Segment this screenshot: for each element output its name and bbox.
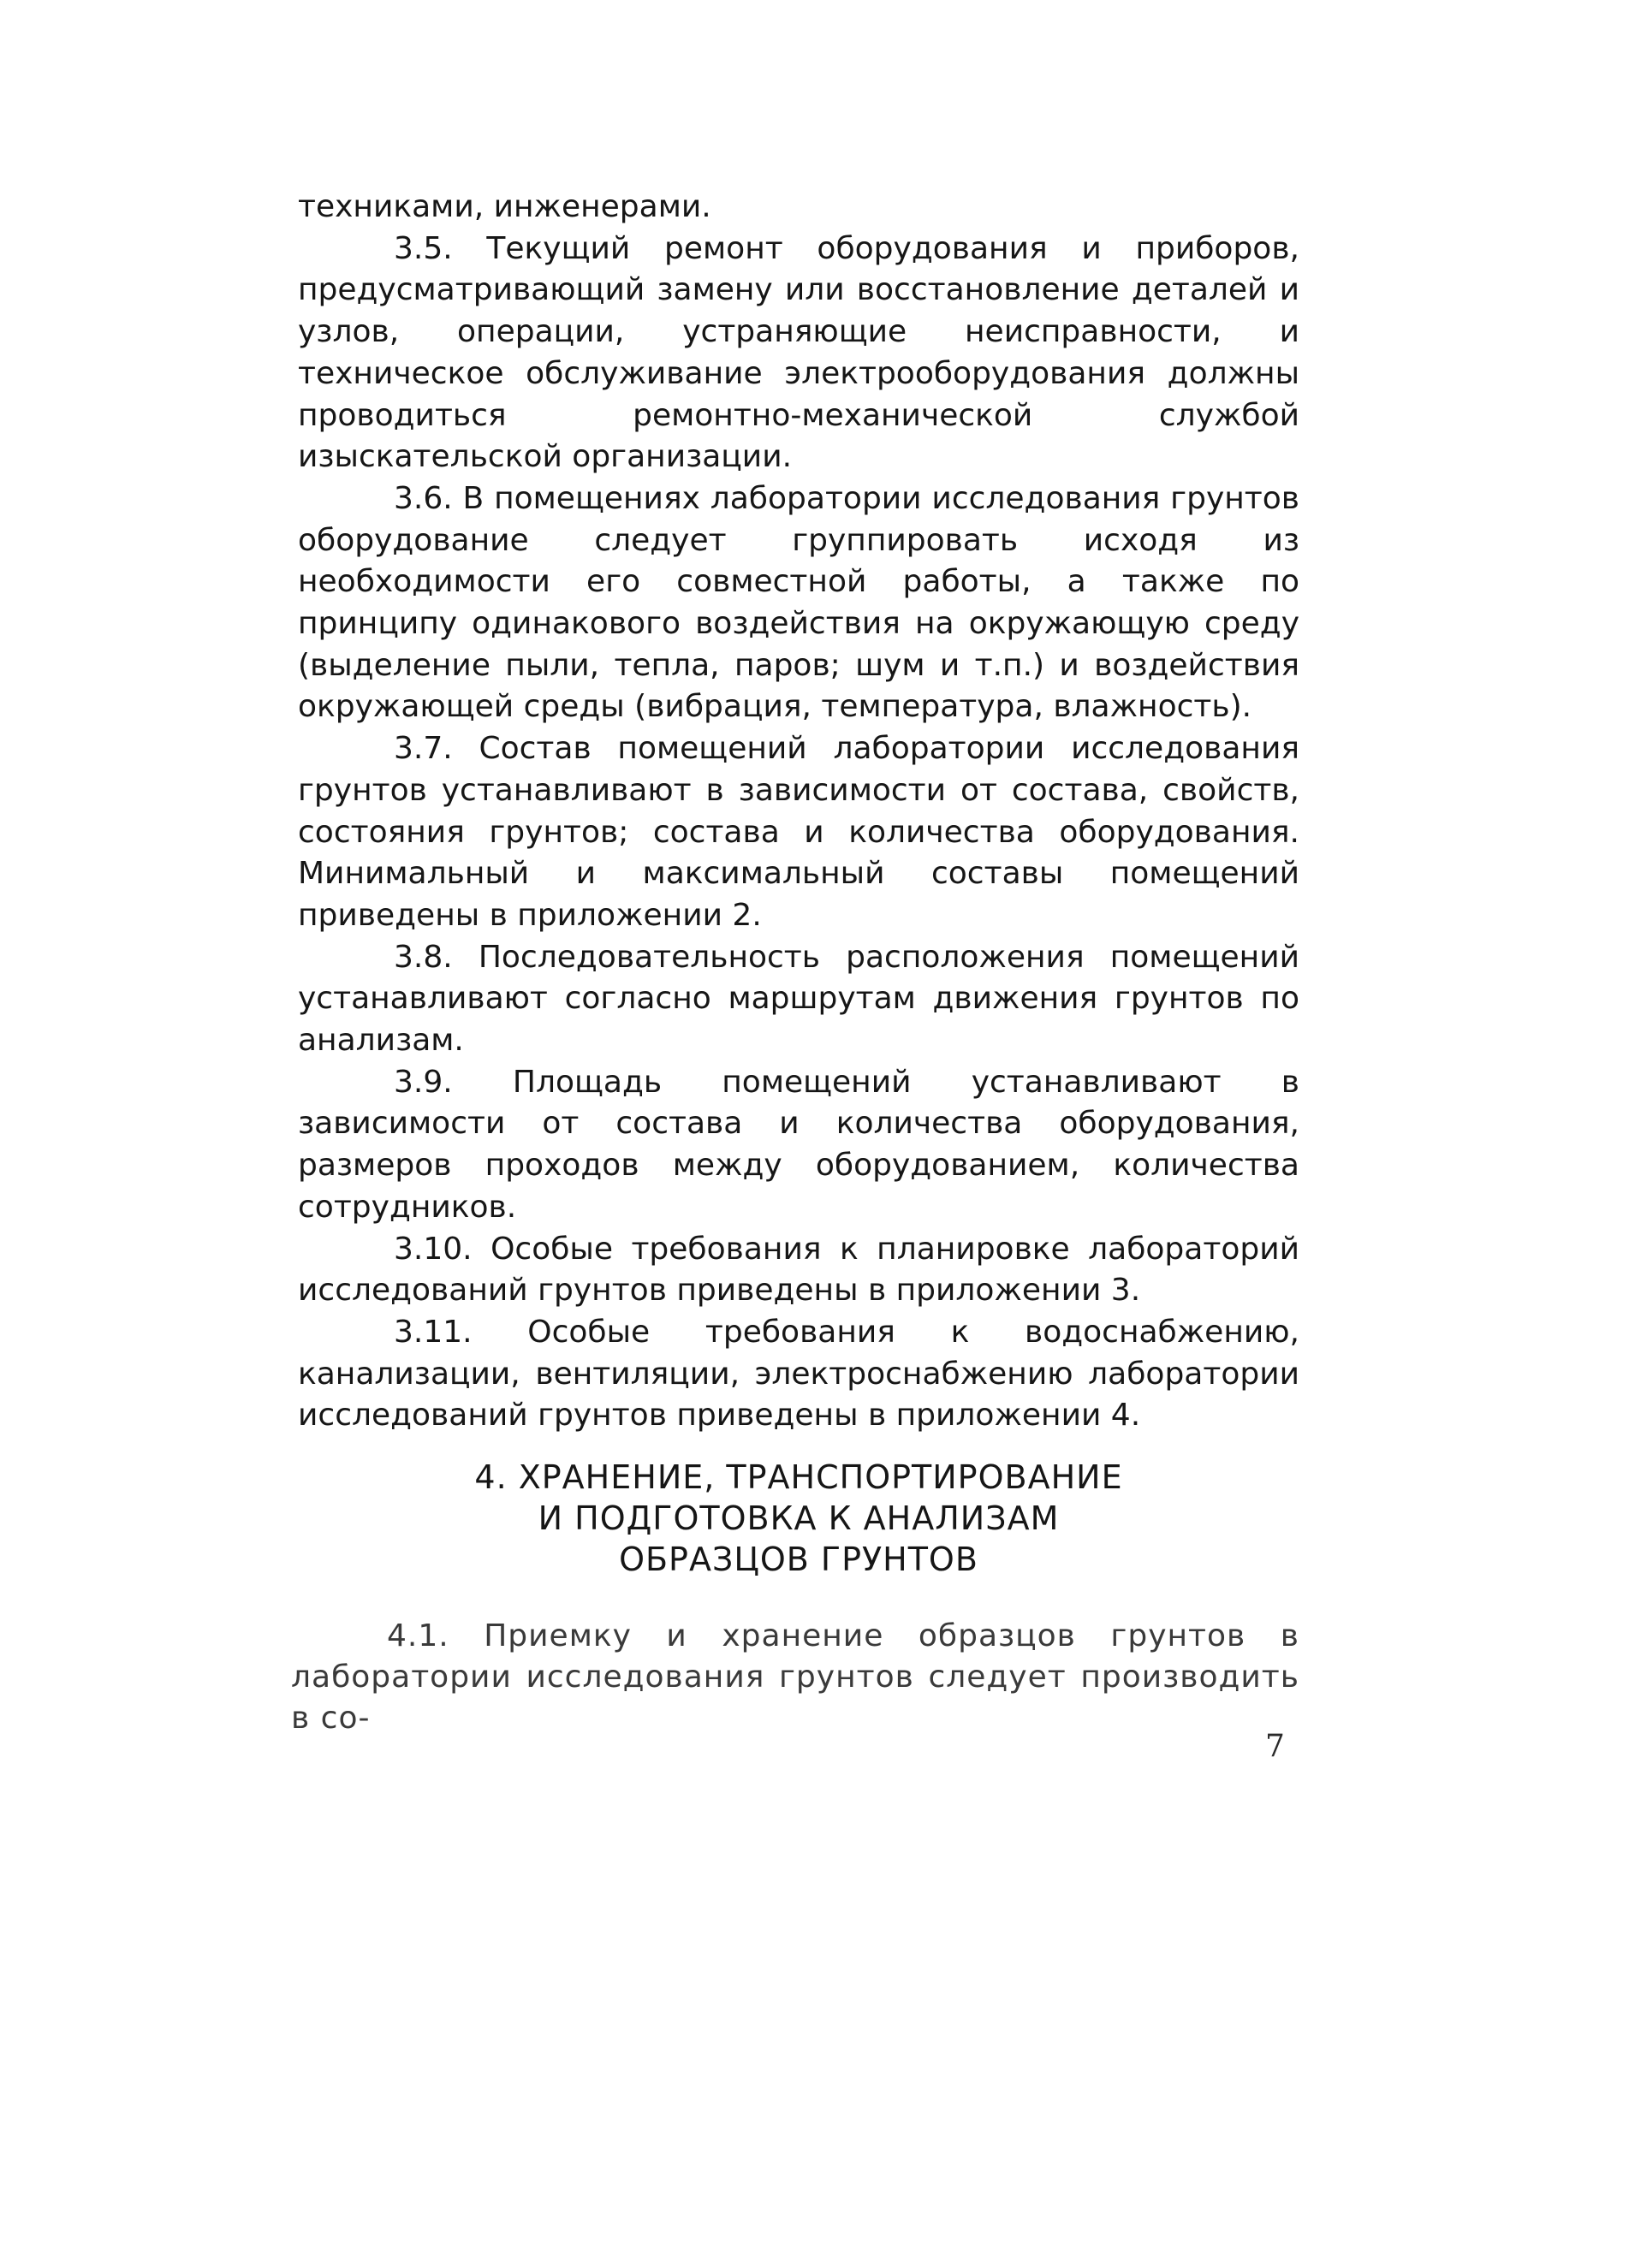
paragraph-number: 3.9.: [394, 1064, 453, 1100]
paragraph-number: 3.10.: [394, 1231, 473, 1267]
paragraph-number: 3.11.: [394, 1314, 473, 1350]
paragraph-text: Особые требования к планировке лабораторий исследований грунтов приведены в приложении 3.: [298, 1231, 1299, 1309]
paragraph-number: 3.8.: [394, 939, 453, 975]
paragraph-number: 3.7.: [394, 731, 453, 767]
paragraph-4-1: [291, 1616, 1299, 1739]
paragraph-text: В помещениях лаборатории исследования грунтов оборудование следует группировать исходя из необходимости его совместной работы, а также по принципу одинакового воздействия на окружающую среду (выделение пыли, тепла, паров; шум и т.п.) и воздействия окружающей среды (вибрация, температура, влажность).: [298, 480, 1299, 725]
paragraph-text: Текущий ремонт оборудования и приборов, предусматривающий замену или восстановление деталей и узлов, операции, устраняющие неисправности, и техническое обслуживание электрооборудования должны проводиться ремонтно-механической службой изыскательской организации.: [298, 230, 1299, 475]
body-text: [298, 187, 1299, 1437]
section-heading-line: 4. ХРАНЕНИЕ, ТРАНСПОРТИРОВАНИЕ: [474, 1458, 1123, 1496]
paragraph-3-7: [298, 728, 1299, 937]
paragraph-text: Последовательность расположения помещений устанавливают согласно маршрутам движения грунтов по анализам.: [298, 939, 1299, 1059]
paragraph-3-9: [298, 1062, 1299, 1229]
paragraph-text: Состав помещений лаборатории исследования грунтов устанавливают в зависимости от состава, свойств, состояния грунтов; состава и количества оборудования. Минимальный и максимальный составы помещений приведены в приложении 2.: [298, 731, 1299, 933]
paragraph-3-6: [298, 478, 1299, 728]
paragraph-3-8: [298, 937, 1299, 1062]
continuation-text: техниками, инженерами.: [298, 189, 711, 224]
page-number: 7: [1265, 1729, 1285, 1764]
paragraph-number: 3.6.: [394, 480, 453, 516]
paragraph-3-5: [298, 229, 1299, 478]
section-heading-line: И ПОДГОТОВКА К АНАЛИЗАМ: [538, 1499, 1060, 1537]
section-heading-line: ОБРАЗЦОВ ГРУНТОВ: [619, 1541, 978, 1578]
paragraph-text: Особые требования к водоснабжению, канализации, вентиляции, электроснабжению лаборатории исследований грунтов приведены в приложении 4.: [298, 1314, 1300, 1434]
section-heading: [298, 1457, 1299, 1580]
paragraph-number: 4.1.: [387, 1618, 449, 1654]
paragraph-number: 3.5.: [394, 230, 453, 266]
paragraph-text: Площадь помещений устанавливают в зависимости от состава и количества оборудования, размеров проходов между оборудованием, количества сотрудников.: [298, 1064, 1299, 1225]
paragraph-3-11: [298, 1312, 1299, 1437]
paragraph-3-10: [298, 1229, 1299, 1312]
paragraph-text: Приемку и хранение образцов грунтов в лаборатории исследования грунтов следует производить в со-: [291, 1618, 1299, 1736]
